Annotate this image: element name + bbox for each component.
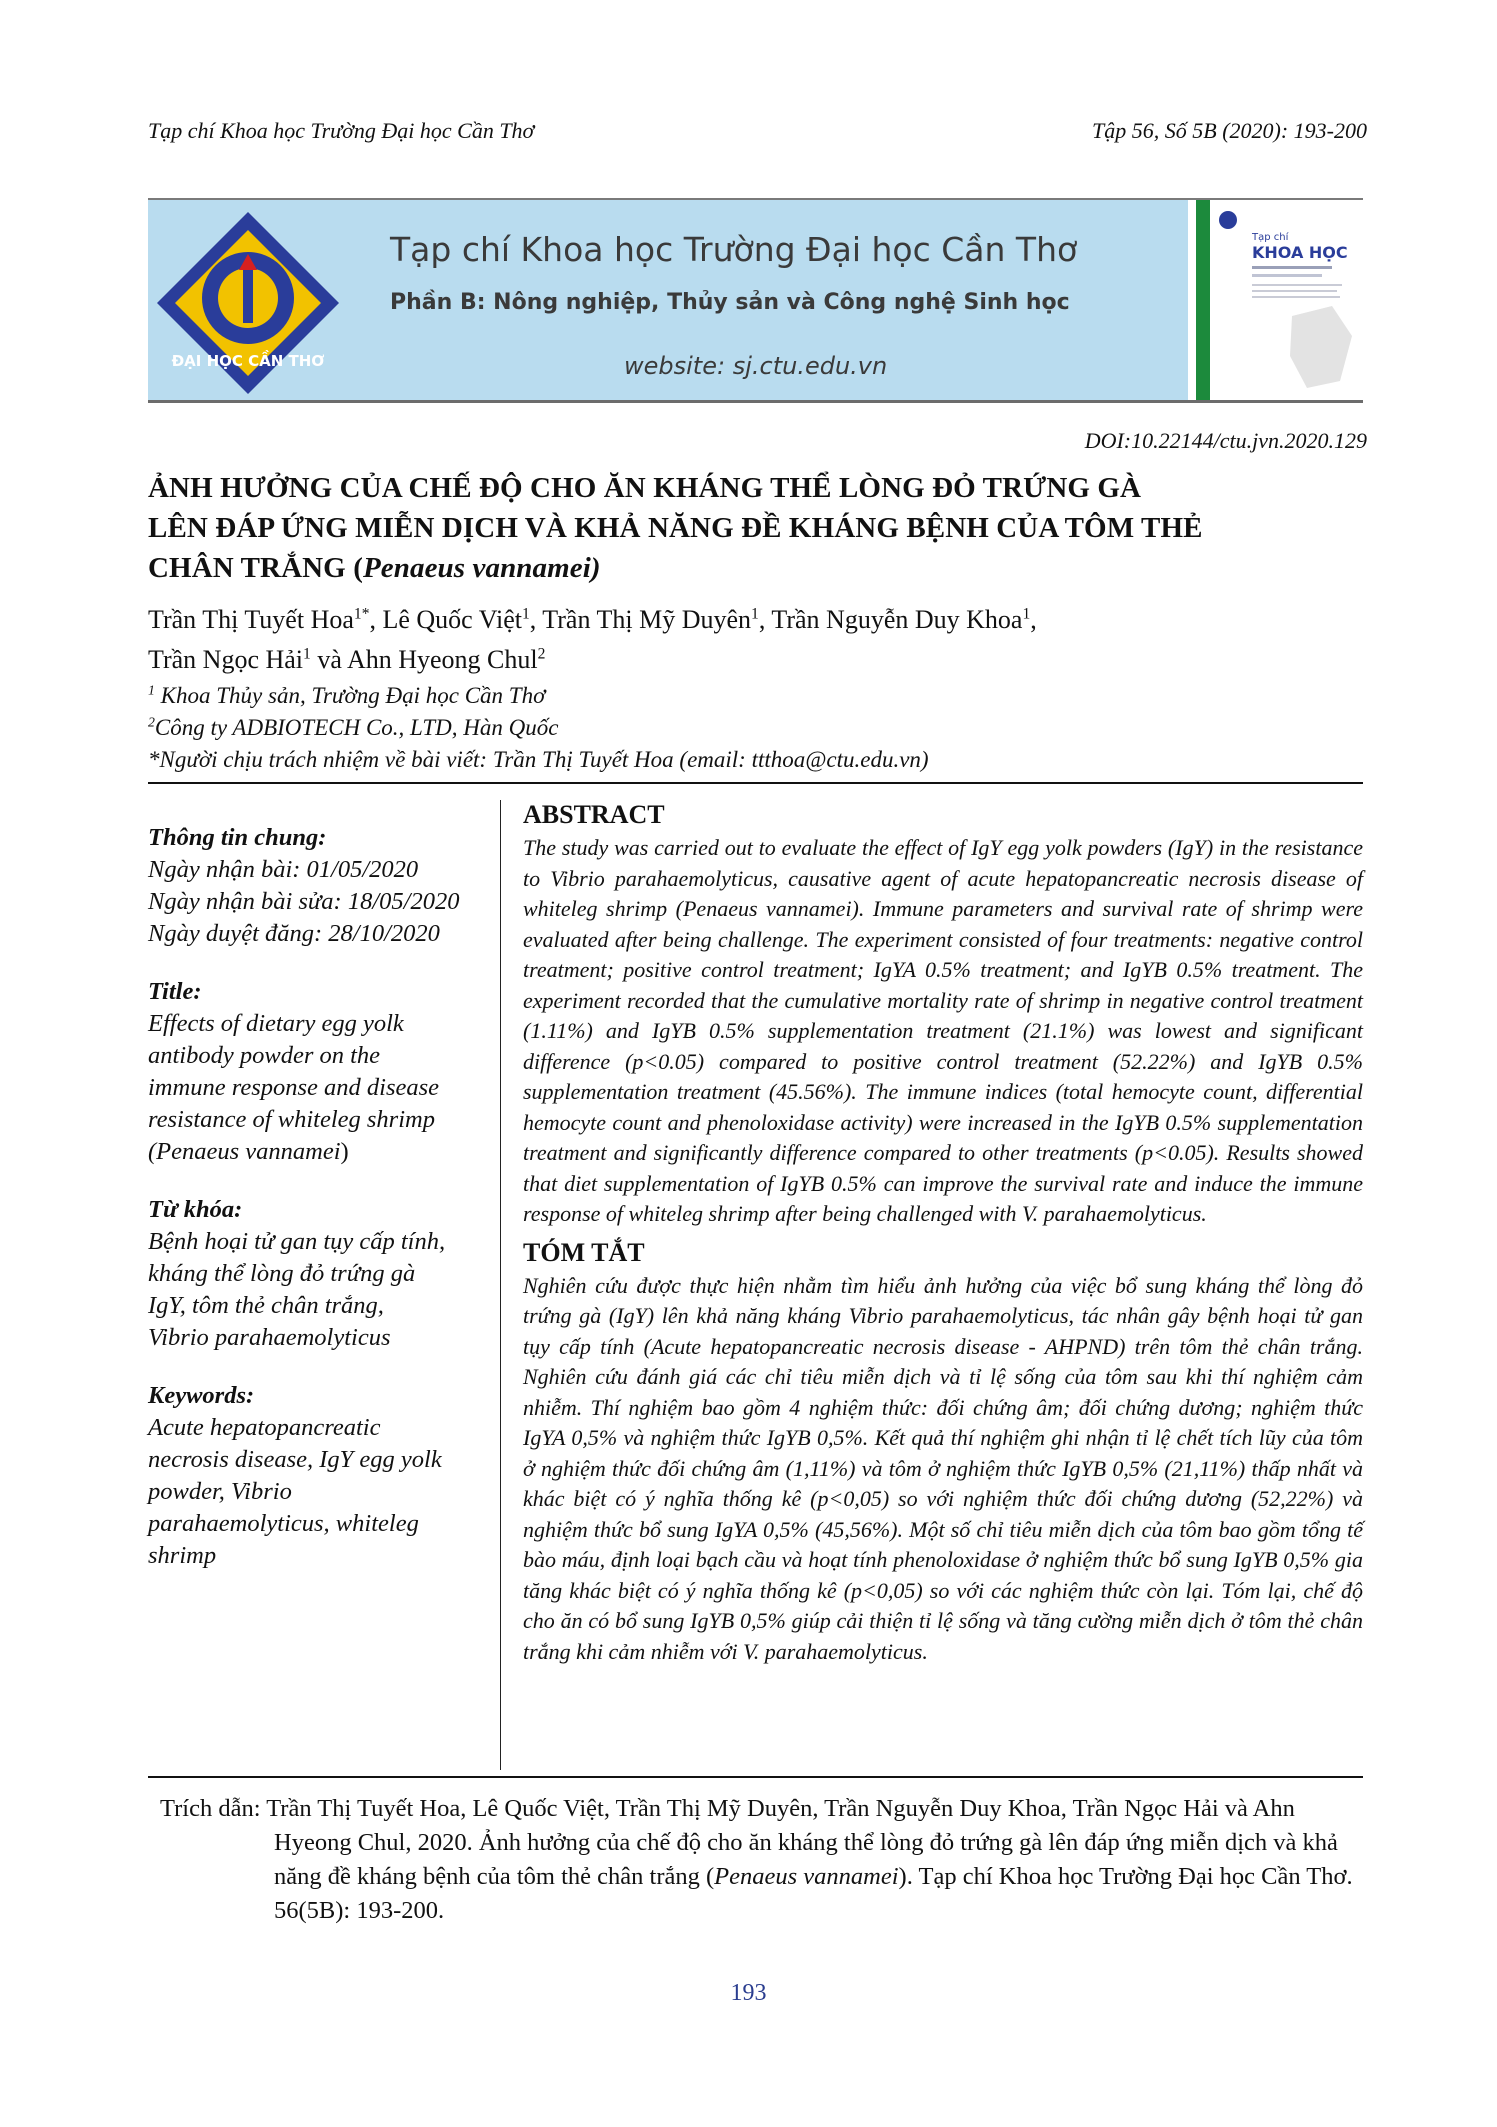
author-sep: ,	[758, 605, 772, 634]
banner-subtitle: Phần B: Nông nghiệp, Thủy sản và Công nghệ Sinh học	[390, 290, 1070, 315]
running-header-issue: Tập 56, Số 5B (2020): 193-200	[1092, 118, 1367, 143]
article-info-sidebar	[148, 822, 488, 1598]
citation	[160, 1792, 1360, 1928]
author-sep: ,	[369, 605, 383, 634]
author-name: Trần Ngọc Hải	[148, 645, 304, 674]
en-keyword-line: shrimp	[148, 1542, 217, 1569]
banner-website[interactable]: website: sj.ctu.edu.vn	[624, 352, 888, 380]
doi[interactable]: DOI:10.22144/ctu.jvn.2020.129	[1084, 428, 1367, 453]
author-sup: 2	[537, 645, 546, 663]
divider-bottom	[148, 1776, 1363, 1778]
author-sup: 1	[303, 645, 311, 663]
author-sup: 1	[521, 605, 530, 623]
vi-keywords-heading: Từ khóa:	[148, 1196, 243, 1223]
english-title-line: immune response and disease	[148, 1074, 440, 1101]
tomtat-text: Nghiên cứu được thực hiện nhằm tìm hiểu ảnh hưởng của việc bổ sung kháng thể lòng đỏ trứng gà (IgY) lên khả năng kháng Vibrio parahaemolyticus, tác nhân gây bệnh hoại tử gan tụy cấp tính (Acute hepatopancreatic necrosis disease - AHPND) trên tôm thẻ chân trắng. Nghiên cứu đánh giá các chỉ tiêu miễn dịch và tỉ lệ sống của tôm sau khi thí nghiệm cảm nhiễm. Thí nghiệm bao gồm 4 nghiệm thức: đối chứng âm; đối chứng dương; nghiệm thức IgYA 0,5% và nghiệm thức IgYB 0,5%. Kết quả thí nghiệm ghi nhận tỉ lệ chết tích lũy của tôm ở nghiệm thức đối chứng âm (1,11%) và tôm ở nghiệm thức IgYB 0,5% (21,11%) thấp nhất và khác biệt có ý nghĩa thống kê (p<0,05) so với nghiệm thức đối chứng dương (52,22%) và nghiệm thức bổ sung IgYA 0,5% (45,56%). Một số chỉ tiêu miễn dịch của tôm bao gồm tổng tế bào máu, định loại bạch cầu và hoạt tính phenoloxidase ở nghiệm thức bổ sung IgYB 0,5% gia tăng khác biệt có ý nghĩa thống kê (p<0,05) so với các nghiệm thức còn lại. Tóm lại, chế độ cho ăn có bổ sung IgYB 0,5% giúp cải thiện tỉ lệ sống và tăng cường miễn dịch ở tôm thẻ chân trắng khi cảm nhiễm với V. parahaemolyticus.	[523, 1272, 1363, 1664]
vi-keyword-line: Bệnh hoại tử gan tụy cấp tính,	[148, 1228, 446, 1255]
affiliation-2-text: Công ty ADBIOTECH Co., LTD, Hàn Quốc	[154, 715, 559, 740]
revised-date: Ngày nhận bài sửa: 18/05/2020	[148, 888, 460, 915]
english-title-line: resistance of whiteleg shrimp	[148, 1106, 435, 1133]
citation-part-2: ). Tạp chí Khoa học Trường Đại học Cần Thơ. 56(5B): 193-200.	[274, 1863, 1353, 1924]
cover-label-small: Tạp chí	[1252, 232, 1289, 243]
author-sep: ,	[529, 605, 543, 634]
abstract-heading: ABSTRACT	[523, 800, 665, 829]
author-name: Lê Quốc Việt	[382, 605, 522, 634]
title-line-3-plain: CHÂN TRẮNG (	[148, 552, 363, 584]
logo-text: ĐẠI HỌC CẦN THƠ	[171, 352, 325, 370]
en-keyword-line: necrosis disease, IgY egg yolk	[148, 1446, 442, 1473]
author-name: Trần Thị Tuyết Hoa	[148, 605, 354, 634]
title-line-3	[148, 548, 1378, 588]
journal-cover	[1188, 200, 1363, 400]
en-keywords-group	[148, 1380, 488, 1572]
tomtat-heading: TÓM TẮT	[523, 1237, 645, 1267]
title-line-2: LÊN ĐÁP ỨNG MIỄN DỊCH VÀ KHẢ NĂNG ĐỀ KHÁNG BỆNH CỦA TÔM THẺ	[148, 512, 1203, 544]
vi-keyword-line: Vibrio parahaemolyticus	[148, 1324, 391, 1351]
vi-keywords-group	[148, 1194, 488, 1354]
en-keyword-line: parahaemolyticus, whiteleg	[148, 1510, 419, 1537]
running-header-journal: Tạp chí Khoa học Trường Đại học Cần Thơ	[148, 118, 535, 143]
title-line-3-italic: Penaeus vannamei)	[362, 552, 601, 584]
received-date: Ngày nhận bài: 01/05/2020	[148, 856, 419, 883]
affiliation-2-sup: 2	[148, 714, 155, 730]
column-divider	[500, 800, 501, 1770]
affiliation-2	[148, 712, 1378, 744]
english-title-line: Effects of dietary egg yolk	[148, 1010, 404, 1037]
author-sup: 1	[1022, 605, 1031, 623]
vi-keyword-line: IgY, tôm thẻ chân trắng,	[148, 1292, 384, 1319]
author-sep: và	[310, 645, 347, 674]
english-title-group	[148, 976, 488, 1168]
author-sup: 1*	[353, 605, 370, 623]
affiliations	[148, 680, 1378, 776]
affiliation-1	[148, 680, 1378, 712]
english-title-heading: Title:	[148, 978, 202, 1005]
cover-thumbnail	[1212, 206, 1360, 399]
cover-green-bar	[1196, 200, 1210, 400]
english-title-line	[148, 1136, 488, 1168]
author-sep: ,	[1030, 605, 1037, 634]
en-keywords-heading: Keywords:	[148, 1382, 255, 1409]
page-number: 193	[730, 1980, 767, 2006]
info-heading: Thông tin chung:	[148, 824, 327, 851]
abstract-text: The study was carried out to evaluate the effect of IgY egg yolk powders (IgY) in the resistance to Vibrio parahaemolyticus, causative agent of acute hepatopancreatic necrosis disease of whiteleg shrimp (Penaeus vannamei). Immune parameters and survival rate of shrimp were evaluated after being challenge. The experiment consisted of four treatments: negative control treatment; positive control treatment; IgYA 0.5% treatment; and IgYB 0.5% treatment. The experiment recorded that the cumulative mortality rate of shrimp in negative control treatment (1.11%) and IgYB 0.5% supplementation treatment (21.1%) was lowest and significant difference (p<0.05) compared to positive control treatment (52.22%) and IgYB 0.5% supplementation treatment (45.56%). The immune indices (total hemocyte count, differential hemocyte count and phenoloxidase activity) were increased in the IgYB 0.5% supplementation treatment and significantly difference compared to other treatments (p<0.05). Results showed that diet supplementation of IgYB 0.5% can improve the survival rate and induce the immune response of whiteleg shrimp after being challenged with V. parahaemolyticus.	[523, 835, 1363, 1226]
info-group	[148, 822, 488, 950]
divider-top	[148, 782, 1363, 784]
title-line-1: ẢNH HƯỞNG CỦA CHẾ ĐỘ CHO ĂN KHÁNG THỂ LÒNG ĐỎ TRỨNG GÀ	[148, 472, 1142, 504]
author-name: Trần Nguyễn Duy Khoa	[771, 605, 1023, 634]
affiliation-1-text: Khoa Thủy sản, Trường Đại học Cần Thơ	[154, 683, 546, 708]
journal-banner	[148, 198, 1363, 403]
author-name: Trần Thị Mỹ Duyên	[542, 605, 752, 634]
university-logo	[153, 208, 343, 403]
citation-label: Trích dẫn:	[160, 1795, 267, 1822]
citation-species: Penaeus vannamei	[714, 1863, 899, 1890]
english-title-line: antibody powder on the	[148, 1042, 381, 1069]
author-sup: 1	[751, 605, 759, 623]
authors	[148, 600, 1378, 680]
en-keyword-line: Acute hepatopancreatic	[148, 1414, 381, 1441]
english-title-paren: )	[340, 1138, 349, 1165]
english-title-species: (Penaeus vannamei	[148, 1138, 341, 1165]
citation-part-1: Trần Thị Tuyết Hoa, Lê Quốc Việt, Trần Thị Mỹ Duyên, Trần Nguyễn Duy Khoa, Trần Ngọc Hải và Ahn Hyeong Chul, 2020. Ảnh hưởng của chế độ cho ăn kháng thể lòng đỏ trứng gà lên đáp ứng miễn dịch và khả năng đề kháng bệnh của tôm thẻ chân trắng (	[266, 1795, 1338, 1890]
author-name: Ahn Hyeong Chul	[346, 645, 538, 674]
abstract-column	[523, 800, 1363, 1675]
affiliation-1-sup: 1	[148, 682, 155, 698]
vi-keyword-line: kháng thể lòng đỏ trứng gà	[148, 1260, 416, 1287]
corresponding-author: *Người chịu trách nhiệm về bài viết: Trần Thị Tuyết Hoa (email: ttthoa@ctu.edu.vn)	[148, 747, 929, 772]
citation-text	[160, 1792, 1360, 1928]
article-title	[148, 468, 1378, 588]
en-keyword-line: powder, Vibrio	[148, 1478, 292, 1505]
accepted-date: Ngày duyệt đăng: 28/10/2020	[148, 920, 440, 947]
cover-label-big: KHOA HỌC	[1252, 243, 1348, 262]
banner-title: Tạp chí Khoa học Trường Đại học Cần Thơ	[390, 230, 1078, 269]
